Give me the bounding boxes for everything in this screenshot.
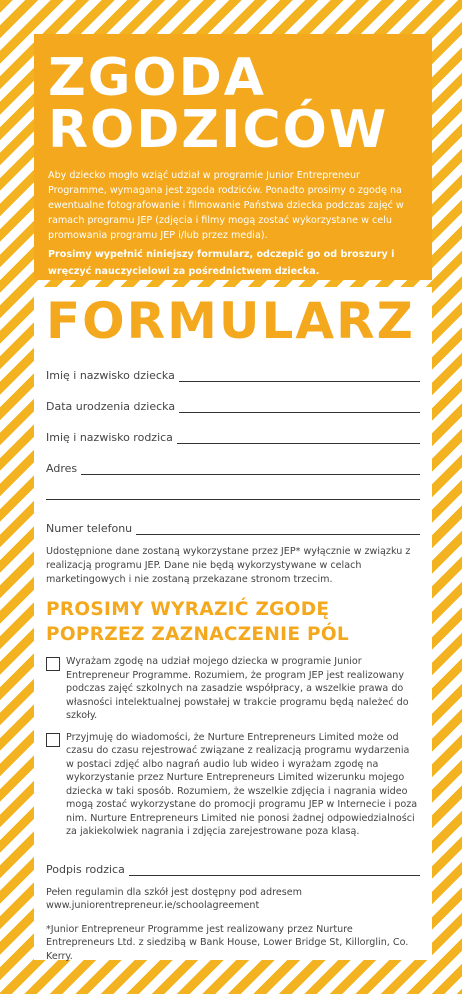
birth-date-line[interactable] (179, 398, 420, 413)
child-name-label: Imię i nazwisko dziecka (46, 369, 175, 382)
footer-rules: Pełen regulamin dla szkół jest dostępny pod adresem www.juniorentrepreneur.ie/schoolagreement (46, 886, 303, 911)
footer-company: *Junior Entrepreneur Programme jest realizowany przez Nurture Entrepreneurs Ltd. z siedzibą w Bank House, Lower Bridge St, Killorglin, Co. Kerry. (46, 923, 409, 962)
signature-line[interactable] (129, 861, 420, 876)
consent-2-text: Przyjmuję do wiadomości, że Nurture Entrepreneurs Limited może od czasu do czasu rejestrować związane z realizacją programu wydarzenia w postaci zdjęć albo nagrań audio lub wideo i wyrażam zgodę na wykorzystanie przez Nurture Entrepreneurs Limited wizerunku mojego dziecka w taki sposób. Rozumiem, że wszelkie zdjęcia i nagrania wideo mogą zostać wykorzystane do promocji programu JEP w Internecie i poza nim. Nurture Entrepreneurs Limited nie ponosi żadnej odpowiedzialności za jakiekolwiek nagrania i zdjęcia zarejestrowane poza klasą. (66, 731, 418, 837)
header-title-line2: RODZICÓW (48, 100, 389, 160)
phone-field (46, 514, 420, 535)
child-name-field (46, 361, 420, 382)
signature-label: Podpis rodzica (46, 862, 125, 876)
address-line[interactable] (81, 460, 420, 475)
address-field (46, 454, 420, 475)
parent-name-label: Imię i nazwisko rodzica (46, 431, 173, 444)
phone-line[interactable] (136, 520, 420, 535)
consent-1-row (46, 655, 420, 723)
phone-label: Numer telefonu (46, 522, 133, 535)
signature-field (46, 855, 420, 876)
birth-date-field (46, 392, 420, 413)
header-banner (34, 34, 432, 280)
form-title: FORMULARZ (46, 292, 415, 350)
consent-2-row (46, 731, 420, 839)
child-name-line[interactable] (179, 367, 420, 382)
birth-date-label: Data urodzenia dziecka (46, 400, 176, 413)
consent-1-text: Wyrażam zgodę na udział mojego dziecka w programie Junior Entrepreneur Programme. Rozumiem, że program JEP jest realizowany podczas zajęć szkolnych na zasadzie współpracy, a wszelkie prawa do własności intelektualnej powstałej w trakcie programu będą należeć do szkoły. (66, 656, 409, 721)
header-intro: Aby dziecko mogło wziąć udział w programie Junior Entrepreneur Programme, wymagana jest zgoda rodziców. Ponadto prosimy o zgodę na ewentualne fotografowanie i filmowanie Państwa dziecka podczas zajęć w ramach programu JEP (zdjęcia i filmy mogą zostać wykorzystane w celu promowania programu JEP i/lub przez media). (48, 170, 404, 241)
header-instruction: Prosimy wypełnić niniejszy formularz, odczepić go od broszury i wręczyć nauczycielowi za pośrednictwem dziecka. (48, 249, 395, 277)
consent-1-checkbox[interactable] (46, 657, 60, 671)
address-line-2[interactable] (46, 475, 420, 500)
parent-name-line[interactable] (177, 429, 420, 444)
header-title-line1: ZGODA (48, 48, 266, 108)
form-panel (34, 287, 432, 960)
parent-name-field (46, 423, 420, 444)
data-notice: Udostępnione dane zostaną wykorzystane przez JEP* wyłącznie w związku z realizacją programu JEP. Dane nie będą wykorzystywane w celach marketingowych i nie zostaną przekazane stronom trzecim. (46, 546, 411, 585)
consent-2-checkbox[interactable] (46, 733, 60, 747)
consent-title: PROSIMY WYRAZIĆ ZGODĘ POPRZEZ ZAZNACZENIE PÓL (46, 599, 349, 645)
address-label: Adres (46, 462, 78, 475)
